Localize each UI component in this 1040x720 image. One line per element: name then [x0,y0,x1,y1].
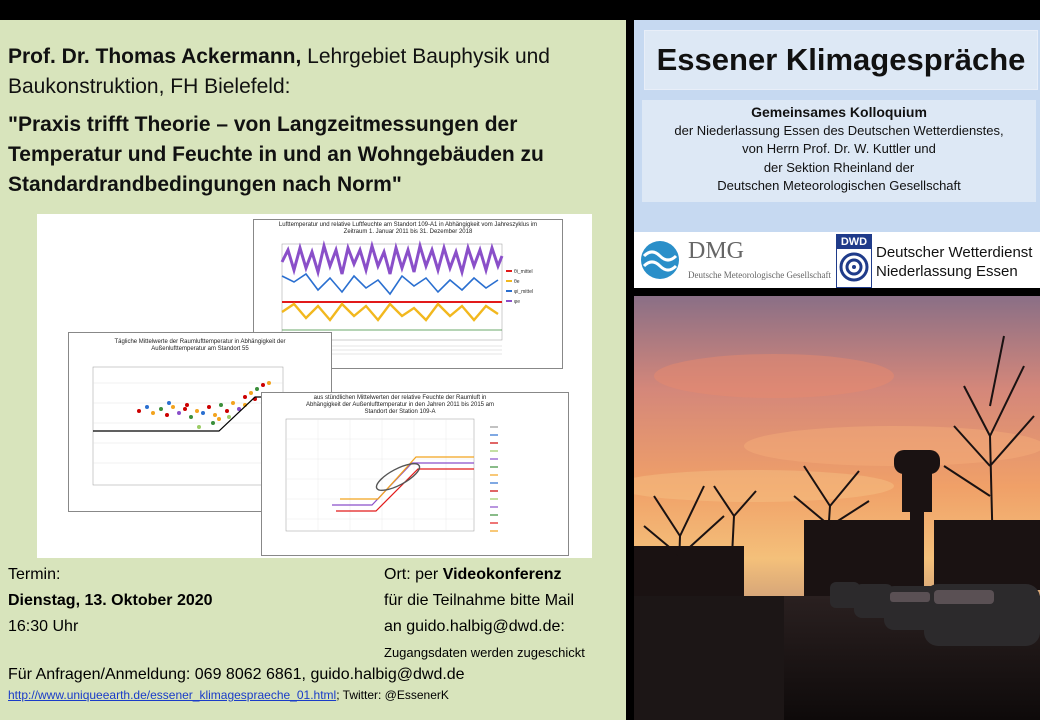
dwd-logo [836,234,1040,286]
kolloquium-line-3: der Sektion Rheinland der [763,159,915,175]
humidity-plot-title: aus stündlichen Mittelwerten der relative Feuchte der Raumluft in Abhängigkeit der Außenlufttemperatur in den Jahren 2011 bis 2015 am Standort der Station 109-A [305,395,494,415]
kolloquium-line-4: Deutschen Meteorologischen Gesellschaft [717,178,961,193]
svg-text:θe: θe [514,279,520,285]
kolloquium-line-1: der Niederlassung Essen des Deutschen Wetterdienstes, [674,122,1004,138]
speaker-affiliation: Lehrgebiet Bauphysik und Baukonstruktion, FH Bielefeld: [8,45,550,98]
ort-line-2: für die Teilnahme bitte Mail [384,592,575,609]
speaker-block [0,20,626,208]
svg-text:φi_mittel: φi_mittel [514,289,534,295]
sunset-photo [634,296,1040,720]
termin-date: Dienstag, 13. Oktober 2020 [8,592,213,609]
ort-line-3: an guido.halbig@dwd.de: [384,618,565,635]
contact-line: Für Anfragen/Anmeldung: 069 8062 6861, guido.halbig@dwd.de [8,666,465,683]
dwd-swirl-icon [837,249,871,285]
speaker-line [8,42,618,102]
logo-strip [634,232,1040,288]
speaker-name: Prof. Dr. Thomas Ackermann, [8,45,302,68]
ort-mode: Videokonferenz [442,566,562,583]
dwd-emblem [836,234,872,288]
svg-text:θi_mittel: θi_mittel [514,269,533,275]
dmg-logo [640,238,834,284]
dwd-line-1: Deutscher Wetterdienst [876,244,1033,261]
twitter-handle: ; Twitter: @EssenerK [336,688,449,702]
svg-text:φe: φe [514,299,521,305]
humidity-plot [261,392,569,556]
talk-title: "Praxis trifft Theorie – von Langzeitmessungen der Temperatur und Feuchte in und an Wohngebäuden zu Standardrandbedingungen nach Norm" [8,113,544,196]
dmg-full: Deutsche Meteorologische Gesellschaft [688,270,831,280]
kolloquium-line-2: von Herrn Prof. Dr. W. Kuttler und [742,141,936,156]
dwd-abbr: DWD [837,235,871,249]
termin-label: Termin: [8,566,61,583]
termin-time: 16:30 Uhr [8,618,79,635]
figure-collage [37,214,592,558]
ort-line [384,566,562,584]
sunset-scene-graphic [634,296,1040,720]
website-link[interactable]: http://www.uniqueearth.de/essener_klimagespraeche_01.html [8,688,337,702]
scatter-plot-title: Tägliche Mittelwerte der Raumlufttemperatur in Abhängigkeit der Außenlufttemperatur am Standort 55 [114,339,286,352]
timeseries-plot-title: Lufttemperatur und relative Luftfeuchte am Standort 109-A1 in Abhängigkeit vom Jahreszyklus im Zeitraum 1. Januar 2011 bis 31. Dezember 2018 [278,222,538,235]
ort-prefix: Ort: per [384,566,443,583]
humidity-graphic [262,393,568,555]
ort-line-4: Zugangsdaten werden zugeschickt [384,645,585,660]
dwd-line-2: Niederlassung Essen [876,263,1018,280]
kolloquium-head: Gemeinsames Kolloquium [751,104,927,120]
series-title: Essener Klimagespräche [656,42,1026,77]
links-line [8,688,449,702]
dmg-abbr: DMG [688,238,745,264]
series-title-box [644,30,1038,90]
dmg-emblem-icon [640,240,680,280]
kolloquium-box [642,100,1036,202]
